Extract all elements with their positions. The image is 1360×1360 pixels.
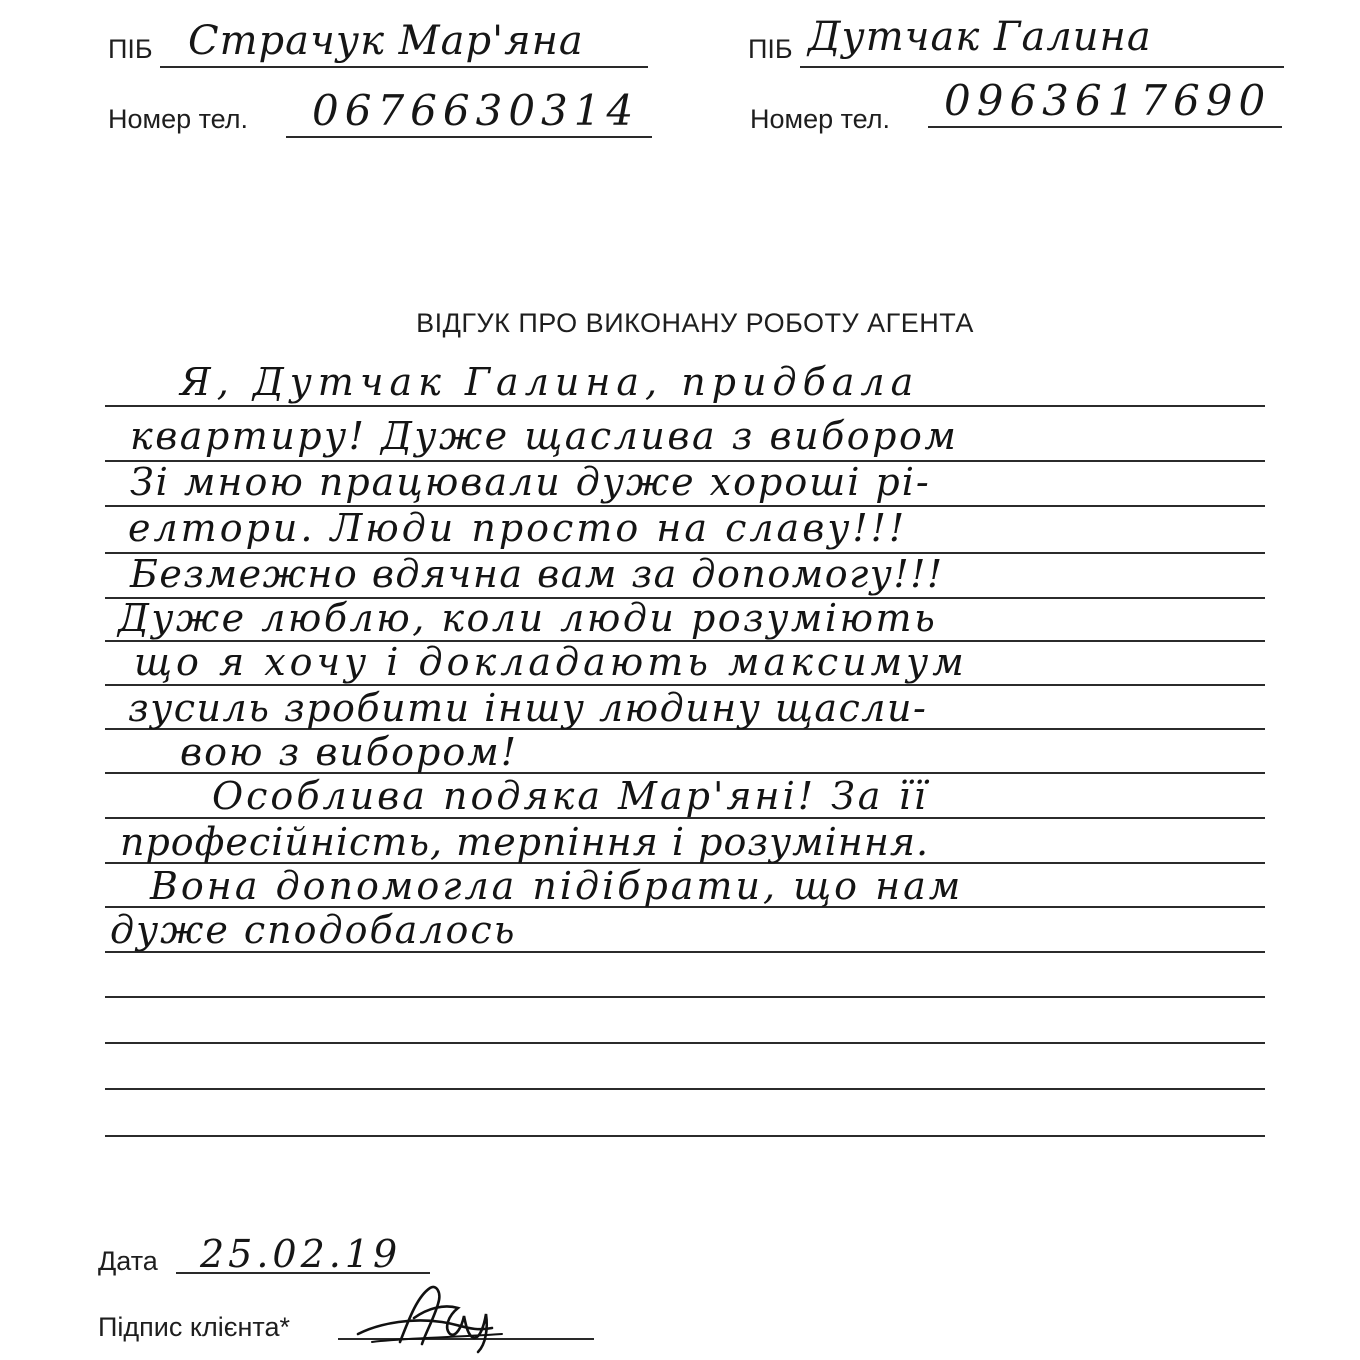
agent-name-value: Страчук Мар'яна bbox=[188, 18, 584, 64]
signature-label: Підпис клієнта* bbox=[98, 1312, 291, 1342]
review-line: Вона допомогла підібрати, що нам bbox=[150, 864, 964, 908]
signature-icon bbox=[352, 1282, 532, 1354]
client-phone-label: Номер тел. bbox=[750, 104, 891, 134]
client-name-underline bbox=[800, 66, 1284, 68]
date-value: 25.02.19 bbox=[200, 1232, 402, 1276]
review-title: ВІДГУК ПРО ВИКОНАНУ РОБОТУ АГЕНТА bbox=[416, 308, 974, 338]
agent-name-underline bbox=[160, 66, 648, 68]
review-line: квартиру! Дуже щаслива з вибором bbox=[130, 414, 959, 458]
agent-name-label: ПІБ bbox=[108, 34, 153, 64]
ruled-line bbox=[105, 405, 1265, 407]
review-line: дуже сподобалось bbox=[110, 908, 517, 952]
ruled-line bbox=[105, 1135, 1265, 1137]
agent-phone-underline bbox=[286, 136, 652, 138]
date-label: Дата bbox=[98, 1246, 158, 1276]
review-line: елтори. Люди просто на славу!!! bbox=[128, 506, 908, 550]
review-line: Безмежно вдячна вам за допомогу!!! bbox=[130, 552, 944, 596]
ruled-line bbox=[105, 1042, 1265, 1044]
review-line: Я, Дутчак Галина, придбала bbox=[180, 360, 920, 404]
client-phone-underline bbox=[928, 126, 1282, 128]
review-line: вою з вибором! bbox=[180, 730, 518, 774]
agent-phone-value: 0676630314 bbox=[312, 86, 640, 135]
review-line: Зі мною працювали дуже хороші рі- bbox=[130, 460, 931, 504]
review-line: Дуже люблю, коли люди розуміють bbox=[118, 596, 938, 640]
agent-phone-label: Номер тел. bbox=[108, 104, 249, 134]
review-line: Особлива подяка Мар'яні! За її bbox=[212, 774, 929, 818]
ruled-line bbox=[105, 1088, 1265, 1090]
ruled-line bbox=[105, 996, 1265, 998]
review-line: що я хочу і докладають максимум bbox=[134, 640, 968, 684]
client-name-label: ПІБ bbox=[748, 34, 793, 64]
review-line: зусиль зробити іншу людину щасли- bbox=[128, 686, 928, 730]
client-name-value: Дутчак Галина bbox=[808, 14, 1152, 60]
review-line: професійність, терпіння і розуміння. bbox=[120, 820, 930, 864]
client-phone-value: 0963617690 bbox=[944, 76, 1272, 125]
